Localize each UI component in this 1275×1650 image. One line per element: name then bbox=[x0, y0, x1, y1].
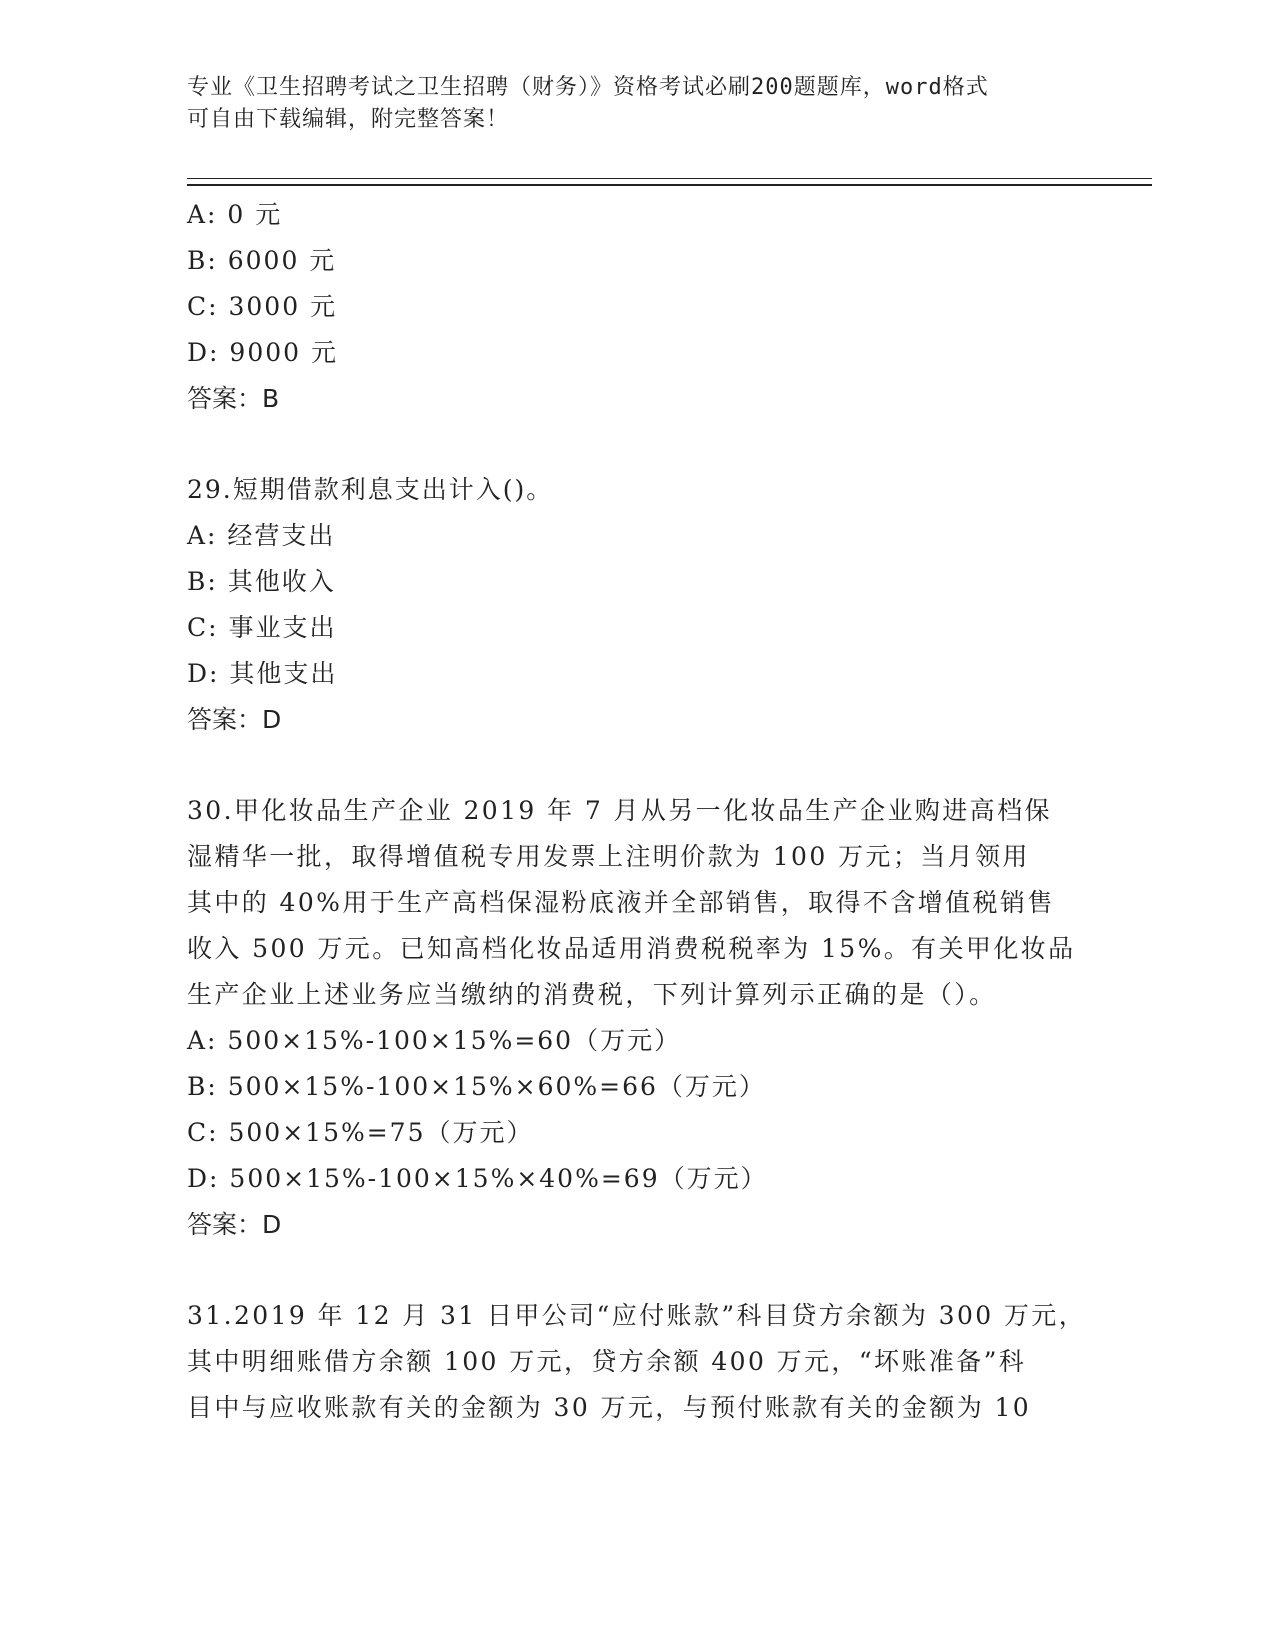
question-31 bbox=[187, 1293, 1087, 1431]
question-stem-line: 生产企业上述业务应当缴纳的消费税，下列计算列示正确的是（）。 bbox=[187, 980, 997, 1009]
question-stem-line: 目中与应收账款有关的金额为 30 万元，与预付账款有关的金额为 10 bbox=[187, 1393, 1032, 1422]
question-30 bbox=[187, 788, 1087, 1248]
question-stem-line: 其中明细账借方余额 100 万元，贷方余额 400 万元，“坏账准备”科 bbox=[187, 1347, 1027, 1376]
spacer bbox=[187, 422, 1087, 467]
question-28 bbox=[187, 192, 1087, 422]
option-c: C: 事业支出 bbox=[187, 613, 337, 642]
option-c: C: 500×15%=75（万元） bbox=[187, 1118, 534, 1147]
option-a: A: 0 元 bbox=[187, 200, 283, 229]
option-d: D: 其他支出 bbox=[187, 659, 338, 688]
question-stem-line: 31.2019 年 12 月 31 日甲公司“应付账款”科目贷方余额为 300 万元， bbox=[187, 1301, 1087, 1330]
question-stem-line: 30.甲化妆品生产企业 2019 年 7 月从另一化妆品生产企业购进高档保 bbox=[187, 796, 1052, 825]
question-stem: 29.短期借款利息支出计入()。 bbox=[187, 475, 554, 504]
option-d: D: 500×15%-100×15%×40%=69（万元） bbox=[187, 1164, 768, 1193]
header-line-1: 专业《卫生招聘考试之卫生招聘（财务）》资格考试必刷200题题库，word格式 bbox=[187, 75, 989, 100]
answer-label: 答案：D bbox=[187, 1210, 282, 1239]
option-b: B: 6000 元 bbox=[187, 246, 337, 275]
question-stem-line: 收入 500 万元。已知高档化妆品适用消费税税率为 15%。有关甲化妆品 bbox=[187, 934, 1076, 963]
header-line-2: 可自由下载编辑，附完整答案！ bbox=[187, 107, 510, 132]
spacer bbox=[187, 1248, 1087, 1293]
option-b: B: 500×15%-100×15%×60%=66（万元） bbox=[187, 1072, 766, 1101]
header-divider bbox=[187, 178, 1152, 186]
question-29 bbox=[187, 467, 1087, 743]
option-d: D: 9000 元 bbox=[187, 338, 338, 367]
question-stem-line: 湿精华一批，取得增值税专用发票上注明价款为 100 万元；当月领用 bbox=[187, 842, 1030, 871]
document-header bbox=[187, 72, 1067, 136]
option-a: A: 经营支出 bbox=[187, 521, 336, 550]
option-b: B: 其他收入 bbox=[187, 567, 336, 596]
answer-label: 答案：D bbox=[187, 705, 282, 734]
spacer bbox=[187, 743, 1087, 788]
answer-label: 答案：B bbox=[187, 384, 280, 413]
option-a: A: 500×15%-100×15%=60（万元） bbox=[187, 1026, 682, 1055]
question-stem-line: 其中的 40%用于生产高档保湿粉底液并全部销售，取得不含增值税销售 bbox=[187, 888, 1055, 917]
question-list bbox=[187, 192, 1087, 1431]
option-c: C: 3000 元 bbox=[187, 292, 338, 321]
